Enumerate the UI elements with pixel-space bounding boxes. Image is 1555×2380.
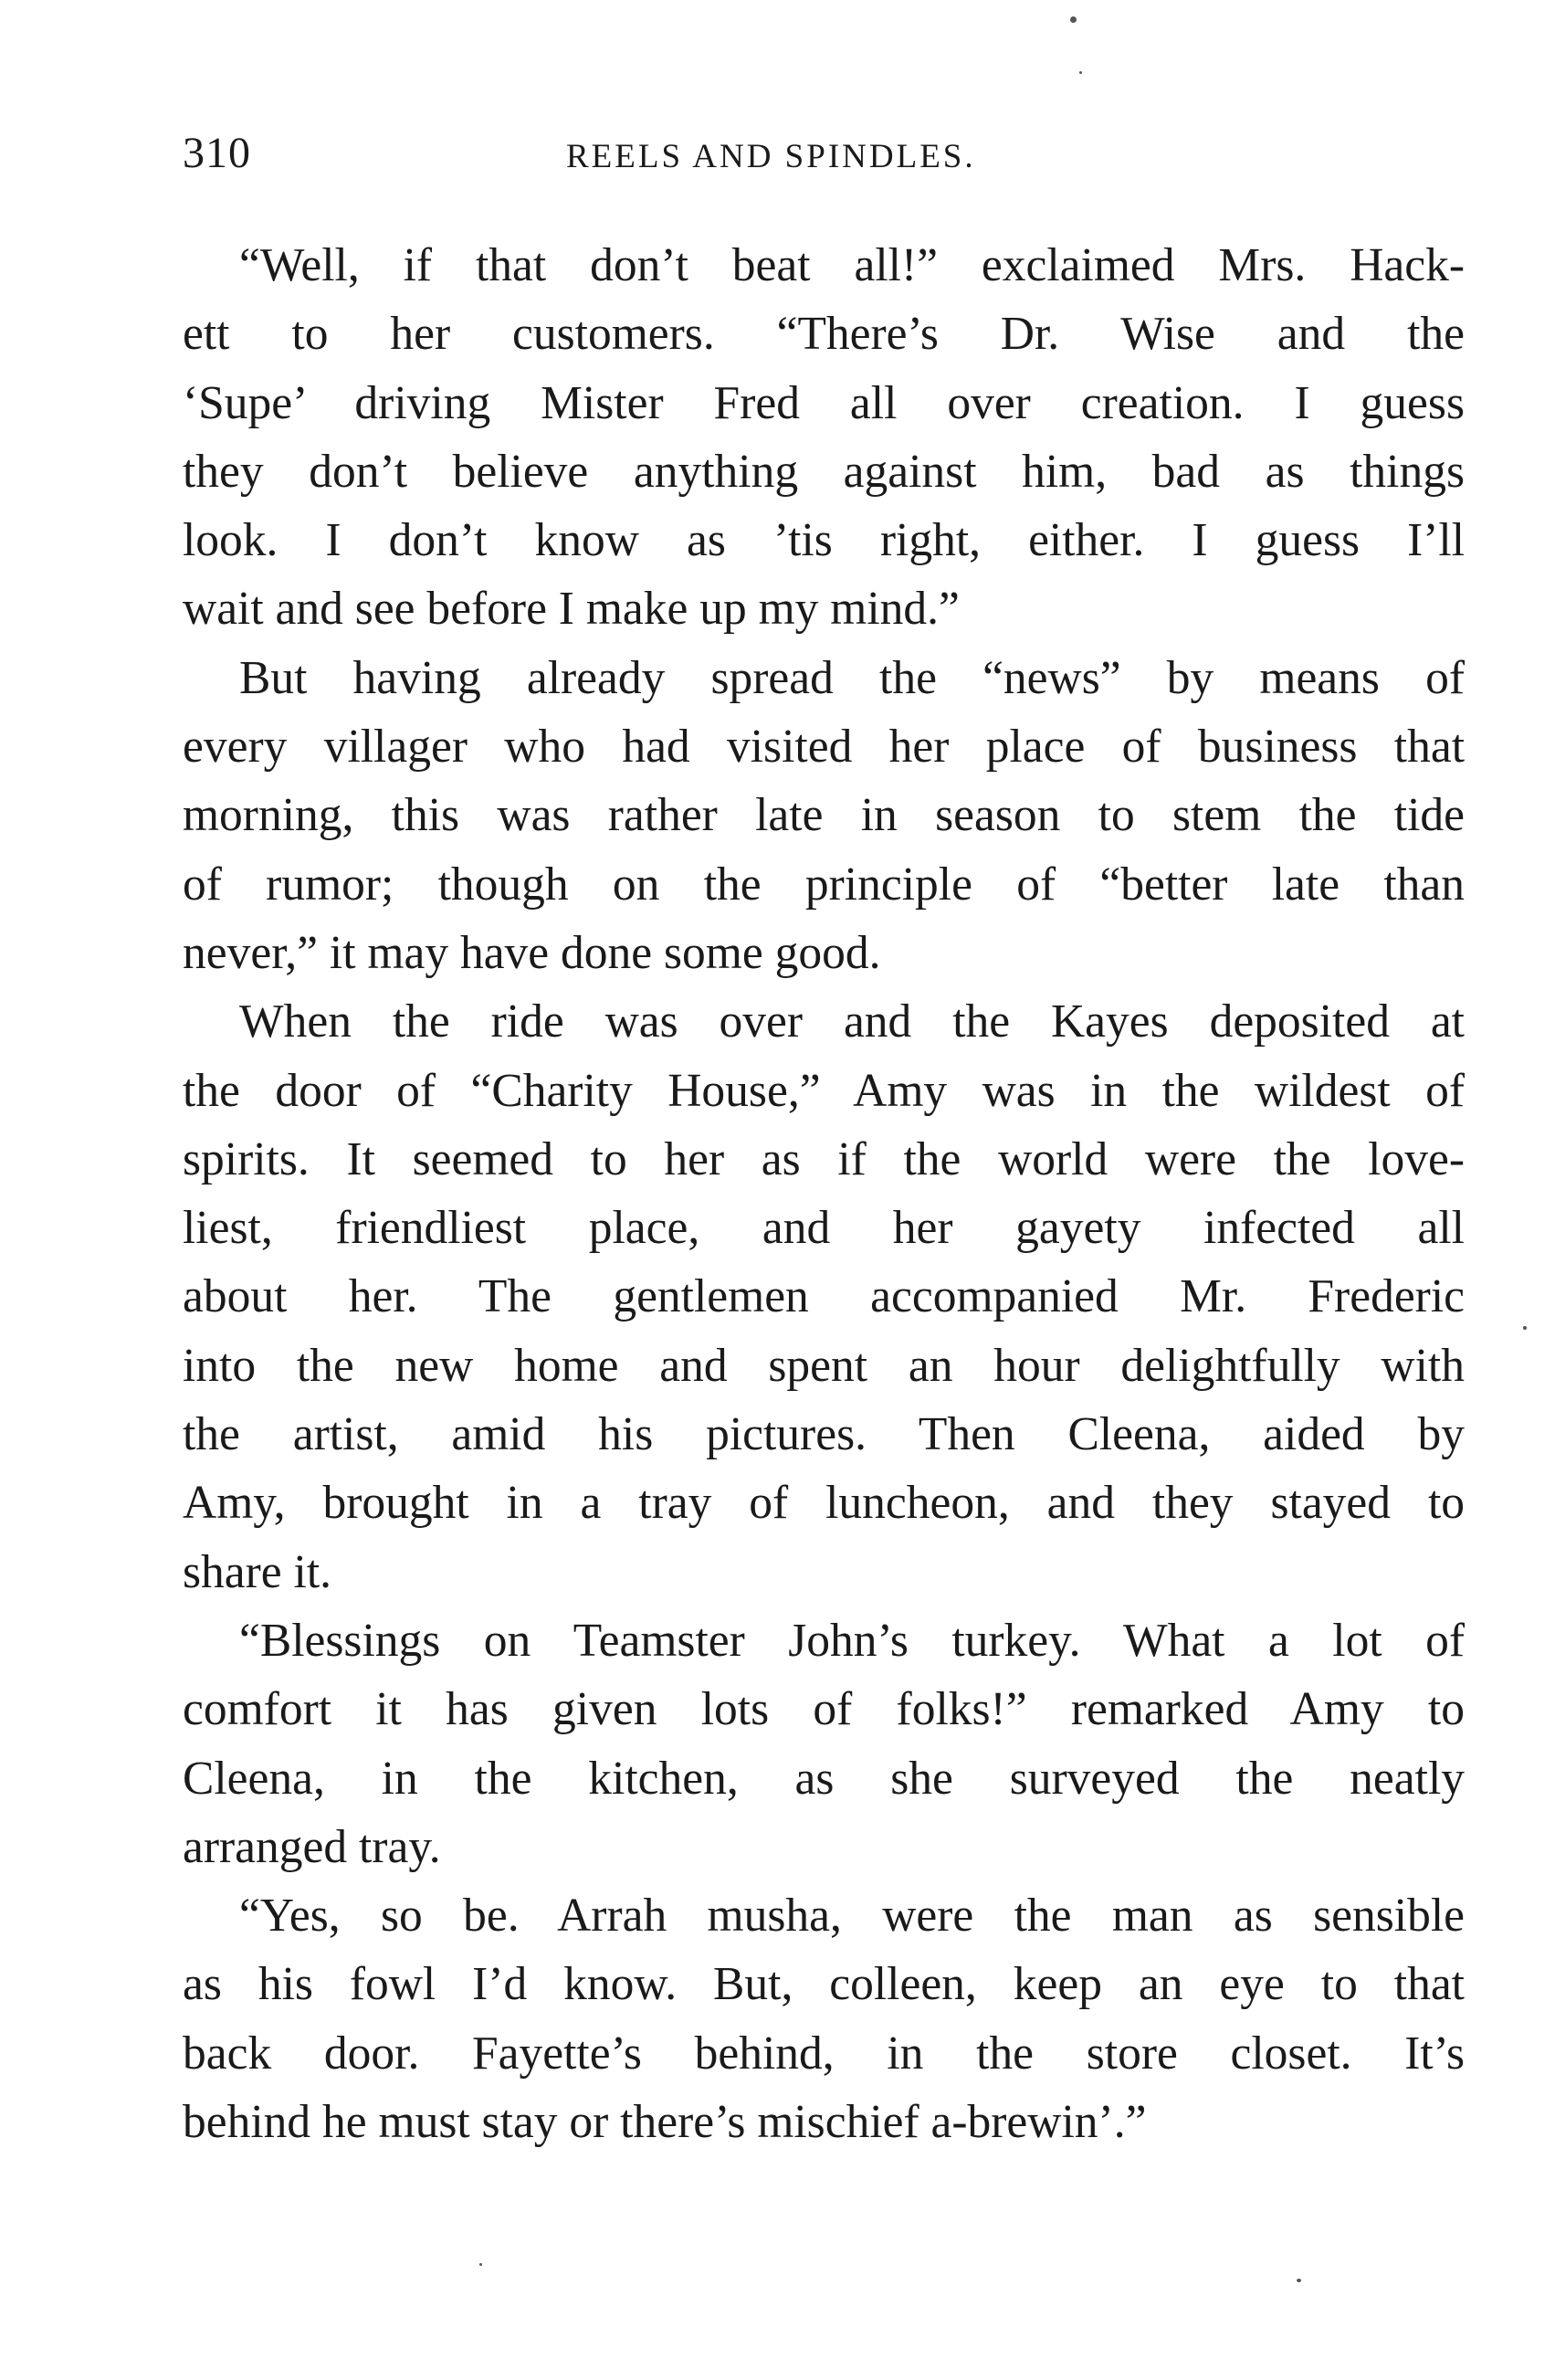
text-line: share it. bbox=[183, 1545, 332, 1598]
scan-speck bbox=[1079, 71, 1082, 74]
page-number: 310 bbox=[183, 129, 251, 177]
body-text bbox=[183, 231, 1465, 2156]
running-head bbox=[183, 126, 1465, 181]
text-line: into the new home and spent an hour delightfully with bbox=[183, 1339, 1465, 1392]
text-line: wait and see before I make up my mind.” bbox=[183, 583, 960, 636]
scan-speck bbox=[1523, 1326, 1527, 1330]
text-line: morning, this was rather late in season to stem the tide bbox=[183, 789, 1465, 842]
scan-speck bbox=[479, 2263, 482, 2266]
text-line: ‘Supe’ driving Mister Fred all over creation. I guess bbox=[183, 376, 1465, 429]
text-line: comfort it has given lots of folks!” remarked Amy to bbox=[183, 1683, 1465, 1736]
text-line: But having already spread the “news” by means of bbox=[239, 651, 1465, 704]
text-line: liest, friendliest place, and her gayety infected all bbox=[183, 1202, 1465, 1255]
text-line: spirits. It seemed to her as if the world were the love- bbox=[183, 1132, 1465, 1185]
text-line: When the ride was over and the Kayes deposited at bbox=[239, 995, 1465, 1048]
paragraph-1 bbox=[183, 231, 1465, 644]
text-line: never,” it may have done some good. bbox=[183, 926, 881, 979]
text-line: ett to her customers. “There’s Dr. Wise and the bbox=[183, 308, 1465, 361]
text-line: “Yes, so be. Arrah musha, were the man as sensible bbox=[239, 1890, 1465, 1943]
text-line: the artist, amid his pictures. Then Cleena, aided by bbox=[183, 1408, 1465, 1461]
scan-speck bbox=[1070, 16, 1077, 23]
text-line: “Blessings on Teamster John’s turkey. What a lot of bbox=[239, 1614, 1465, 1667]
text-line: arranged tray. bbox=[183, 1820, 441, 1873]
text-line: behind he must stay or there’s mischief a-brewin’.” bbox=[183, 2096, 1147, 2149]
text-line: back door. Fayette’s behind, in the store closet. It’s bbox=[183, 2027, 1465, 2080]
text-line: every villager who had visited her place of business that bbox=[183, 721, 1465, 774]
scan-speck bbox=[1297, 2279, 1301, 2282]
text-line: Amy, brought in a tray of luncheon, and they stayed to bbox=[183, 1477, 1465, 1530]
paragraph-2 bbox=[183, 644, 1465, 987]
text-line: about her. The gentlemen accompanied Mr. Frederic bbox=[183, 1270, 1465, 1323]
text-line: they don’t believe anything against him, bad as things bbox=[183, 445, 1465, 498]
text-line: as his fowl I’d know. But, colleen, keep an eye to that bbox=[183, 1958, 1465, 2011]
running-title: REELS AND SPINDLES. bbox=[566, 138, 976, 175]
text-line: of rumor; though on the principle of “better late than bbox=[183, 858, 1465, 911]
text-line: the door of “Charity House,” Amy was in the wildest of bbox=[183, 1064, 1465, 1117]
paragraph-3 bbox=[183, 987, 1465, 1606]
text-line: “Well, if that don’t beat all!” exclaimed Mrs. Hack- bbox=[239, 239, 1465, 291]
paragraph-4 bbox=[183, 1606, 1465, 1881]
text-line: Cleena, in the kitchen, as she surveyed the neatly bbox=[183, 1752, 1465, 1805]
paragraph-5 bbox=[183, 1881, 1465, 2156]
text-line: look. I don’t know as ’tis right, either. I guess I’ll bbox=[183, 514, 1465, 567]
